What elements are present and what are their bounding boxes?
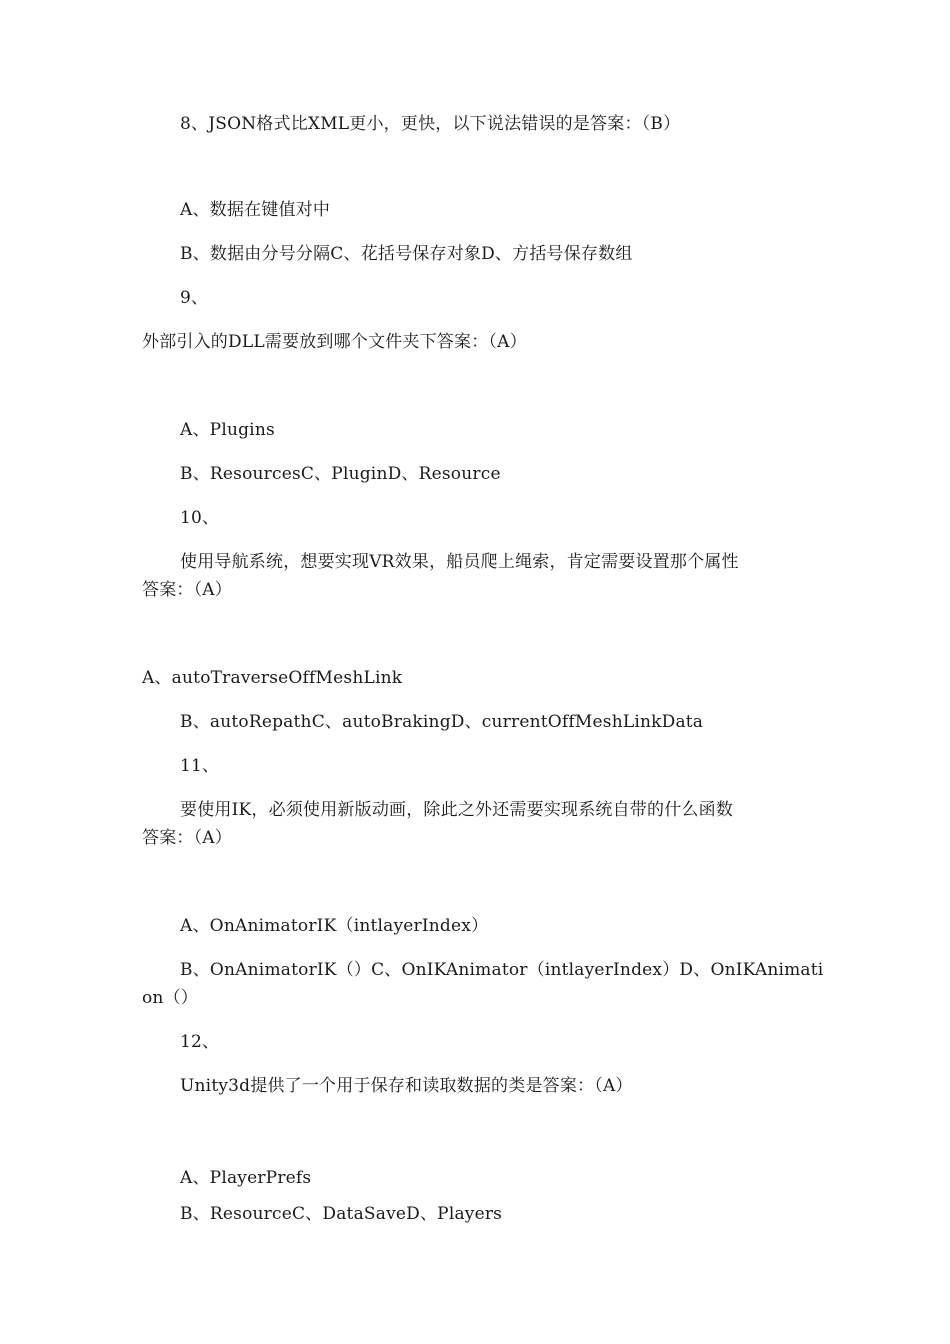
question-8-options-bcd: B、数据由分号分隔C、花括号保存对象D、方括号保存数组 xyxy=(180,244,633,264)
question-11-options-bcd-line1: B、OnAnimatorIK（）C、OnIKAnimator（intlayerIndex）D、OnIKAnimati xyxy=(180,960,824,980)
question-10-options-bcd: B、autoRepathC、autoBrakingD、currentOffMeshLinkData xyxy=(180,712,704,732)
question-8-stem: 8、JSON格式比XML更小，更快，以下说法错误的是答案：（B） xyxy=(180,114,681,134)
question-12-stem: Unity3d提供了一个用于保存和读取数据的类是答案：（A） xyxy=(180,1076,633,1096)
question-11-options-bcd-line2: on（） xyxy=(142,988,198,1008)
question-9-number: 9、 xyxy=(180,288,209,308)
question-12-option-a: A、PlayerPrefs xyxy=(180,1168,312,1188)
question-11-stem-line2: 答案：（A） xyxy=(142,828,232,848)
question-9-option-a: A、Plugins xyxy=(180,420,275,440)
question-10-stem-line2: 答案：（A） xyxy=(142,580,232,600)
question-12-options-bcd: B、ResourceC、DataSaveD、Players xyxy=(180,1204,503,1224)
question-10-option-a: A、autoTraverseOffMeshLink xyxy=(142,668,403,688)
question-11-stem-line1: 要使用IK，必须使用新版动画，除此之外还需要实现系统自带的什么函数 xyxy=(180,800,734,820)
question-9-options-bcd: B、ResourcesC、PluginD、Resource xyxy=(180,464,501,484)
question-11-option-a: A、OnAnimatorIK（intlayerIndex） xyxy=(180,916,489,936)
question-12-number: 12、 xyxy=(180,1032,220,1052)
question-10-number: 10、 xyxy=(180,508,220,528)
question-8-option-a: A、数据在键值对中 xyxy=(180,200,331,220)
question-11-number: 11、 xyxy=(180,756,220,776)
question-10-stem-line1: 使用导航系统，想要实现VR效果，船员爬上绳索，肯定需要设置那个属性 xyxy=(180,552,739,572)
question-9-stem: 外部引入的DLL需要放到哪个文件夹下答案：（A） xyxy=(142,332,527,352)
